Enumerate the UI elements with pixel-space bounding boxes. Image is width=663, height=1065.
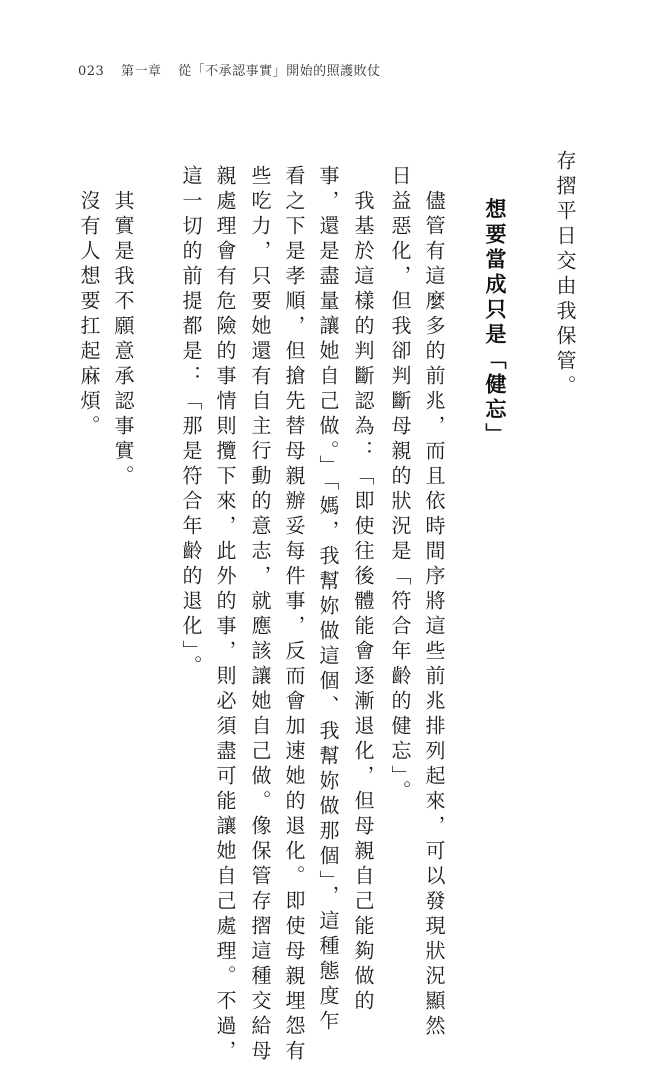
chapter-label: 第一章 [120,64,162,79]
text-column-10: 這一切的前提都是：「那是符合年齡的退化」。 [179,165,203,680]
text-column-7: 看之下是孝順，但搶先替母親辦妥每件事，反而會加速她的退化。即使母親埋怨有 [282,165,306,1065]
text-column-1: 存摺平日交由我保管。 [553,150,577,400]
text-column-8: 些吃力，只要她還有自主行動的意志，就應該讓她自己做。像保管存摺這種交給母 [248,165,272,1065]
text-column-12: 沒有人想要扛起麻煩。 [77,190,101,440]
running-header [78,60,381,79]
text-column-5: 我基於這樣的判斷認為：「即使往後體能會逐漸退化，但母親自己能夠做的 [351,190,375,1015]
section-heading: 想要當成只是「健忘」 [483,198,507,448]
text-column-9: 親處理會有危險的事情則攬下來，此外的事，則必須盡可能讓她自己處理。不過， [213,165,237,1065]
text-column-3: 儘管有這麼多的前兆，而且依時間序將這些前兆排列起來，可以發現狀況顯然 [422,190,446,1040]
chapter-title: 從「不承認事實」開始的照護敗仗 [178,64,381,79]
text-column-11: 其實是我不願意承認事實。 [111,190,135,490]
text-column-4: 日益惡化，但我卻判斷母親的狀況是「符合年齡的健忘」。 [388,165,412,805]
text-column-6: 事，還是盡量讓她自己做。」「媽，我幫妳做這個、我幫妳做那個」，這種態度乍 [316,165,340,1035]
page-number: 023 [78,64,105,79]
